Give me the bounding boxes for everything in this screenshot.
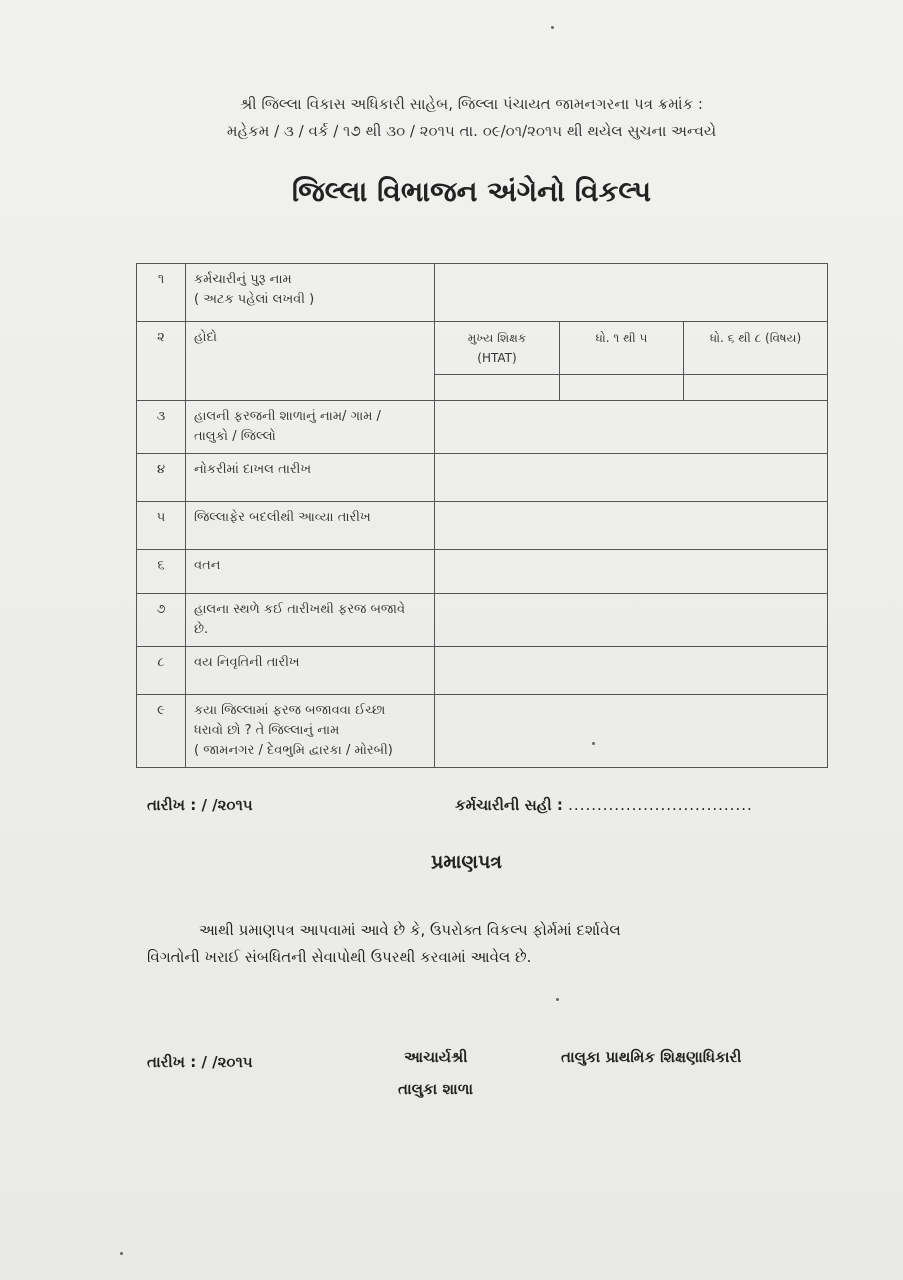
- row-label-text: કર્મચારીનું પુરૂ નામ: [194, 272, 292, 287]
- scan-speck: [551, 26, 554, 29]
- post-value-std-1-5[interactable]: [560, 375, 684, 401]
- principal-school-label: તાલુકા શાળા: [398, 1080, 474, 1098]
- row-label: [186, 695, 435, 768]
- form-row-current-duty: [137, 594, 828, 647]
- row-label-note: ( જામનગર / દેવભુમિ દ્વારકા / મોરબી): [194, 743, 393, 758]
- post-option-label: મુખ્ય શિક્ષક: [467, 331, 527, 345]
- scan-speck: [556, 998, 559, 1001]
- post-option-std-6-8: ધો. ૬ થી ૮ (વિષય): [684, 322, 828, 375]
- certificate-title: પ્રમાણપત્ર: [431, 851, 502, 873]
- row-number: ૨: [137, 322, 186, 401]
- row-label: [186, 322, 435, 401]
- certificate-date-label: તારીખ : / /૨૦૧૫: [147, 1053, 253, 1071]
- row-number: ૧: [137, 264, 186, 322]
- row-label: [186, 647, 435, 695]
- option-form-table: [136, 263, 828, 768]
- form-row-joining-date: [137, 454, 828, 502]
- principal-label: આચાર્યશ્રી: [404, 1048, 468, 1066]
- school-name-field[interactable]: [435, 401, 828, 454]
- employee-signature-line: [455, 796, 753, 814]
- form-row-native: [137, 550, 828, 594]
- joining-date-field[interactable]: [435, 454, 828, 502]
- row-label: [186, 502, 435, 550]
- employee-name-field[interactable]: [435, 264, 828, 322]
- scan-speck: [120, 1252, 123, 1255]
- form-row-school: [137, 401, 828, 454]
- post-option-head-teacher: [435, 322, 560, 375]
- row-number: ૪: [137, 454, 186, 502]
- post-value-std-6-8[interactable]: [684, 375, 828, 401]
- employee-signature-label: કર્મચારીની સહી :: [455, 796, 563, 814]
- form-row-district-choice: [137, 695, 828, 768]
- row-label-text: જિલ્લાફેર બદલીથી આવ્યા તારીખ: [194, 510, 371, 525]
- current-duty-date-field[interactable]: [435, 594, 828, 647]
- row-label-text: કયા જિલ્લામાં ફરજ બજાવવા ઈચ્છા: [194, 703, 386, 718]
- form-row-transfer-date: [137, 502, 828, 550]
- form-row-post: [137, 322, 828, 375]
- row-label: [186, 594, 435, 647]
- retirement-date-field[interactable]: [435, 647, 828, 695]
- row-number: ૬: [137, 550, 186, 594]
- row-label: [186, 454, 435, 502]
- row-label-text: નોકરીમાં દાખલ તારીખ: [194, 462, 312, 477]
- row-label: [186, 264, 435, 322]
- row-label-text: હાલના સ્થળે કઈ તારીખથી ફરજ બજાવે: [194, 602, 406, 617]
- post-value-head-teacher[interactable]: [435, 375, 560, 401]
- row-label-text: હોદો: [194, 330, 218, 345]
- employee-date-label: તારીખ : / /૨૦૧૫: [147, 796, 253, 814]
- header-reference-line: શ્રી જિલ્લા વિકાસ અધિકારી સાહેબ, જિલ્લા પંચાયત જામનગરના પત્ર ક્રમાંક :: [240, 95, 703, 113]
- row-label-text-2: ધરાવો છો ? તે જિલ્લાનું નામ: [194, 723, 340, 738]
- post-option-sublabel: (HTAT): [477, 351, 517, 365]
- certificate-text: [147, 917, 797, 971]
- row-label-note: છે.: [194, 622, 209, 637]
- row-number: ૮: [137, 647, 186, 695]
- native-place-field[interactable]: [435, 550, 828, 594]
- form-row-name: [137, 264, 828, 322]
- district-choice-field[interactable]: [435, 695, 828, 768]
- page-title: જિલ્લા વિભાજન અંગેનો વિકલ્પ: [291, 175, 652, 208]
- header-reference-number: મહેકમ / ૩ / વર્ક / ૧૭ થી ૩૦ / ૨૦૧૫ તા. ૦૯/૦૧/૨૦૧૫ થી થયેલ સુચના અન્વયે: [226, 122, 717, 140]
- row-number: ૫: [137, 502, 186, 550]
- row-number: ૭: [137, 594, 186, 647]
- education-officer-label: તાલુકા પ્રાથમિક શિક્ષણાધિકારી: [561, 1048, 742, 1066]
- row-label-note: ( અટક પહેલાં લખવી ): [194, 292, 315, 307]
- certificate-line-2: વિગતોની ખરાઈ સંબધિતની સેવાપોથી ઉપરથી કરવામાં આવેલ છે.: [147, 948, 532, 966]
- row-label: [186, 550, 435, 594]
- row-label-text: વય નિવૃતિની તારીખ: [194, 655, 300, 670]
- certificate-line-1: આથી પ્રમાણપત્ર આપવામાં આવે છે કે, ઉપરોક્ત વિકલ્પ ફોર્મમાં દર્શાવેલ: [199, 921, 621, 939]
- row-label-text: વતન: [194, 558, 221, 573]
- row-label-note: તાલુકો / જિલ્લો: [194, 429, 276, 444]
- post-option-std-1-5: ધો. ૧ થી ૫: [560, 322, 684, 375]
- employee-signature-dots: ................................: [568, 796, 753, 814]
- scan-speck: [592, 742, 595, 745]
- form-row-retirement: [137, 647, 828, 695]
- row-number: ૩: [137, 401, 186, 454]
- transfer-date-field[interactable]: [435, 502, 828, 550]
- row-number: ૯: [137, 695, 186, 768]
- row-label-text: હાલની ફરજની શાળાનું નામ/ ગામ /: [194, 409, 381, 424]
- row-label: [186, 401, 435, 454]
